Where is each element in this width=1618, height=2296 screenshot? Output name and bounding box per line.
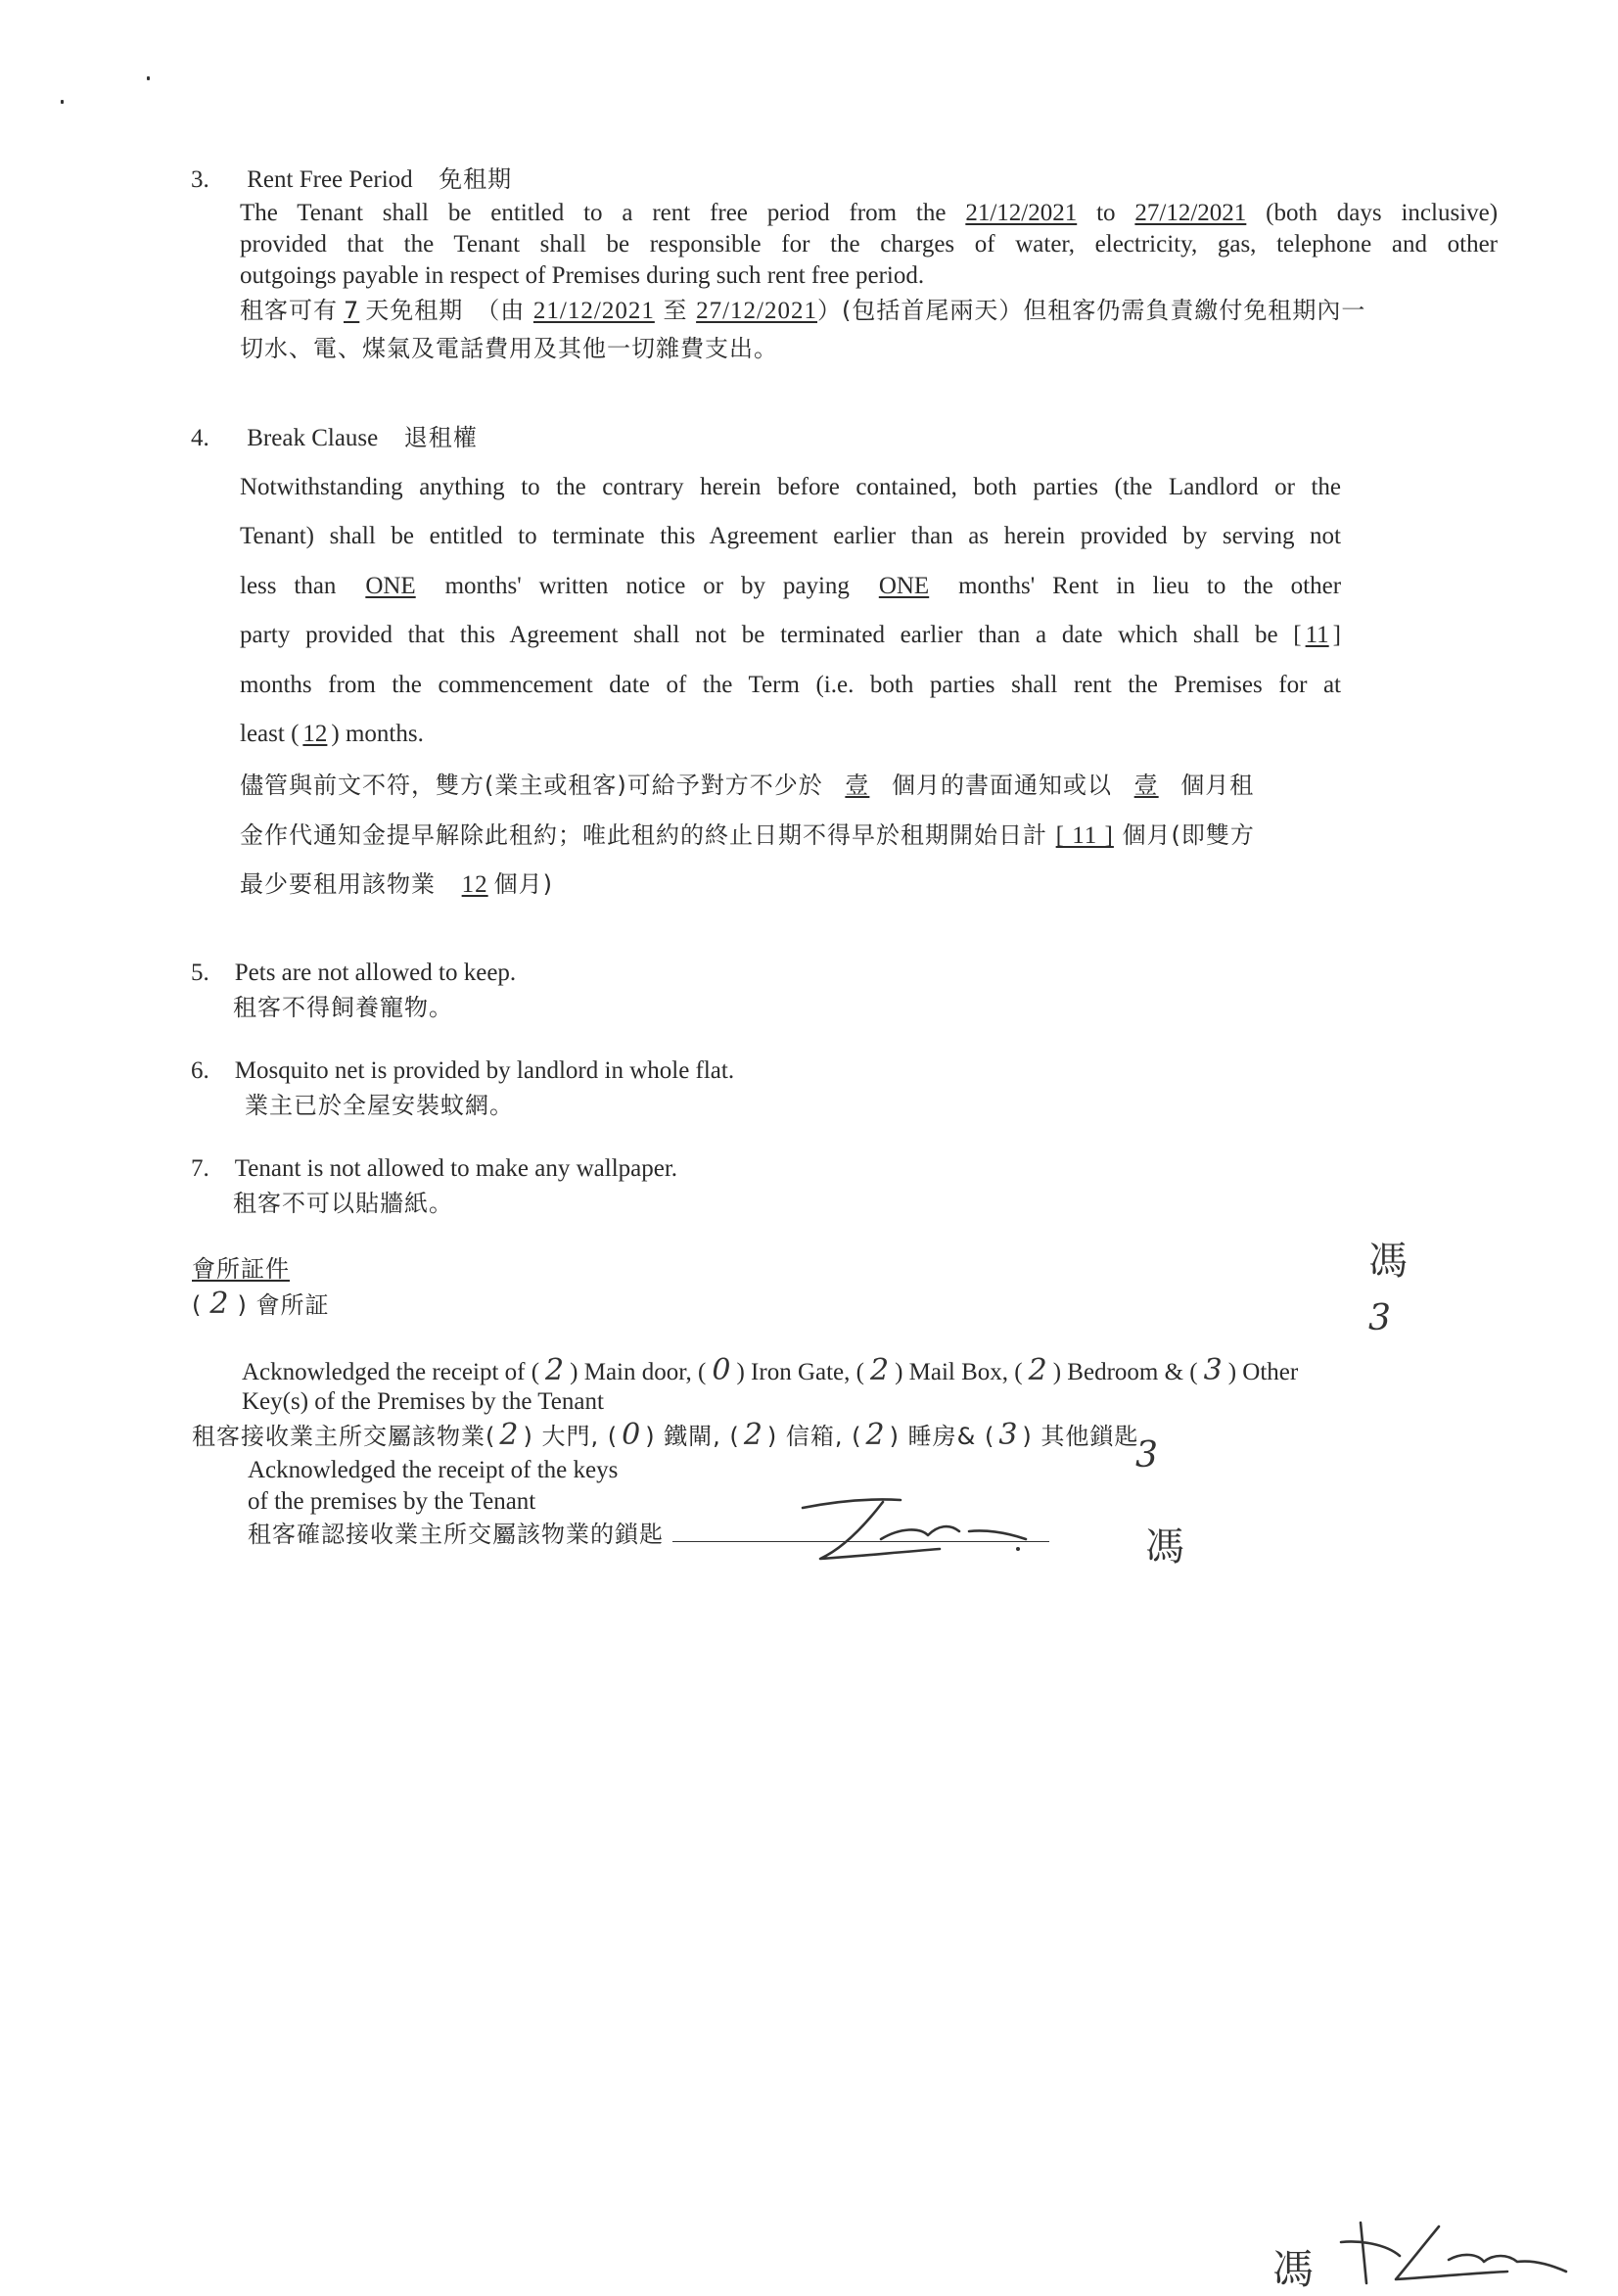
keys-ack-en-line-1: Acknowledged the receipt of ( 2 ) Main door, ( 0 ) Iron Gate, ( 2 ) Mail Box, ( 2 ) Bedroom & ( 3 ) Other [242,1353,1299,1387]
clause-3-en-line-1: The Tenant shall be entitled to a rent free period from the 21/12/2021 to 27/12/2021 (both days inclusive) [240,200,1499,226]
clause-6-zh: 業主已於全屋安裝蚊網。 [245,1092,514,1119]
club-pass-heading: 會所証件 [192,1255,290,1283]
clause-3-heading: 3. Rent Free Period 免租期 [191,165,513,193]
clause-3-zh-line-1: 租客可有 7 天免租期 （由 21/12/2021 至 27/12/2021）(包括首尾兩天）但租客仍需負責繳付免租期內一 [240,297,1366,324]
scan-speck [147,76,150,80]
rent-free-end-date: 27/12/2021 [1134,200,1247,226]
clause-7-zh: 租客不可以貼牆紙。 [233,1190,453,1217]
handwritten-correction-top: 3 [1368,1298,1391,1338]
notice-months: ONE [365,573,416,599]
clause-7-en: 7. Tenant is not allowed to make any wallpaper. [191,1155,678,1182]
keys-confirm-zh: 租客確認接收業主所交屬該物業的鎖匙 [248,1519,1049,1550]
clause-4-line-3: less than ONE months' written notice or by paying ONE months' Rent in lieu to the other [240,573,1342,599]
clause-4-line-2: Tenant) shall be entitled to terminate this Agreement earlier than as herein provided by serving not [240,523,1341,549]
clause-4-zh-line-1: 儘管與前文不符，雙方(業主或租客)可給予對方不少於 壹 個月的書面通知或以 壹 個月租 [240,772,1255,799]
handwritten-initial-mid: 馮 [1145,1524,1185,1570]
clause-3-zh-line-2: 切水、電、煤氣及電話費用及其他一切雜費支出。 [240,335,778,362]
clause-4-heading: 4. Break Clause 退租權 [191,424,478,451]
clause-4-line-5: months from the commencement date of the Term (i.e. both parties shall rent the Premises for at [240,672,1341,698]
clause-4-line-1: Notwithstanding anything to the contrary herein before contained, both parties (the Landlord or the [240,474,1341,500]
clause-6-en: 6. Mosquito net is provided by landlord in whole flat. [191,1057,735,1084]
scan-speck [61,100,64,104]
rent-in-lieu-months: ONE [878,573,930,599]
clause-3-en-line-3: outgoings payable in respect of Premises during such rent free period. [240,262,925,289]
handwritten-initial-top: 馮 [1368,1239,1409,1284]
club-pass-handwritten-count: 2 [209,1287,230,1321]
tenant-signature-mark [773,1488,1067,1567]
clause-4-zh-line-3: 最少要租用該物業 12 個月) [240,870,554,898]
clause-4-line-4: party provided that this Agreement shall not be terminated earlier than a date which shall be [ 11 ] [240,622,1341,648]
bottom-signature-mark [1331,2213,1605,2287]
keys-ack-en-line-2: Key(s) of the Premises by the Tenant [242,1388,604,1415]
clause-4-line-6: least ( 12 ) months. [240,721,424,747]
clause-3-en-line-2: provided that the Tenant shall be responsible for the charges of water, electricity, gas, telephone and other [240,231,1498,258]
keys-confirm-en-1: Acknowledged the receipt of the keys [248,1457,619,1483]
handwritten-initial-bottom: 馮 [1272,2245,1316,2293]
clause-4-zh-line-2: 金作代通知金提早解除此租約；唯此租約的終止日期不得早於租期開始日計 [ 11 ] 個月(即雙方 [240,821,1255,849]
keys-ack-zh: 租客接收業主所交屬該物業( 2 ) 大門, ( 0 ) 鐵閘, ( 2 ) 信箱, ( 2 ) 睡房& ( 3 ) 其他鎖匙 [192,1418,1139,1452]
handwritten-correction-mid: 3 [1135,1435,1158,1476]
club-pass-count: ( 2 ) 會所証 [192,1287,330,1321]
rent-free-start-date: 21/12/2021 [965,200,1078,226]
keys-confirm-en-2: of the premises by the Tenant [248,1488,536,1515]
clause-5-zh: 租客不得飼養寵物。 [233,994,453,1021]
clause-5-en: 5. Pets are not allowed to keep. [191,960,517,986]
